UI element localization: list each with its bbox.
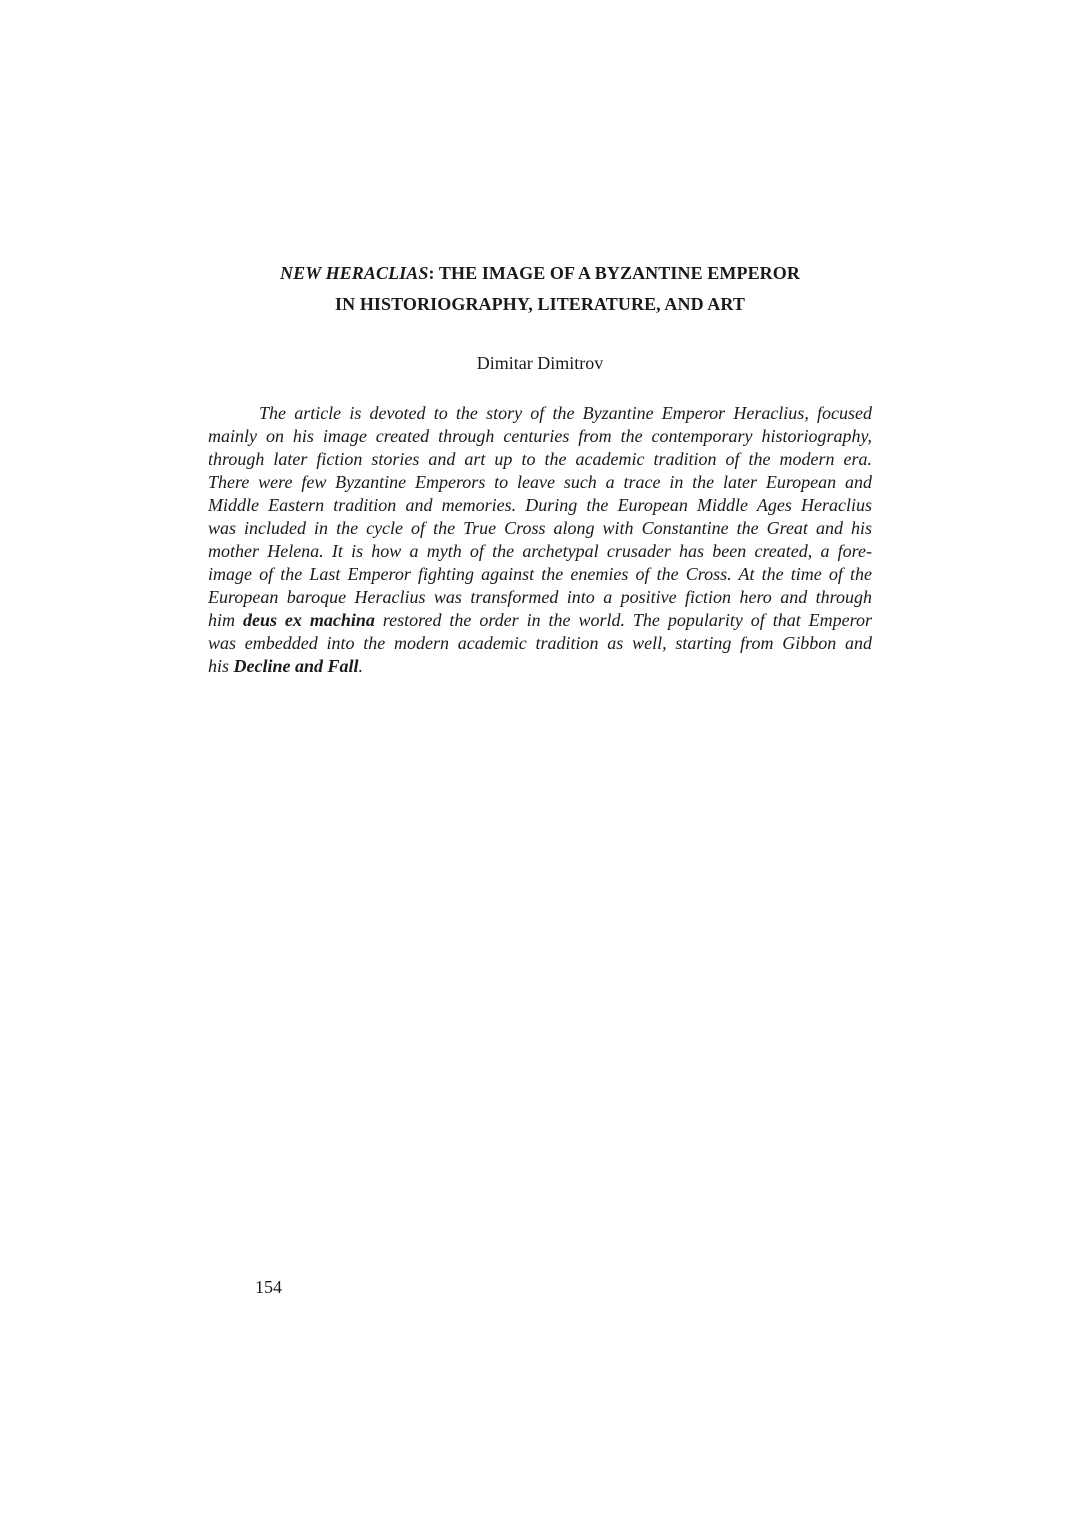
page-number: 154 [255,1277,282,1297]
abstract-line: There were few Byzantine Emperors to leave such a trace in the later European and [208,472,872,492]
abstract-line [208,655,872,678]
abstract-bold-title: Decline and Fall [233,656,359,676]
title-italic-part: NEW HERACLIAS [280,263,429,283]
abstract-line: Middle Eastern tradition and memories. During the European Middle Ages Heraclius [208,495,872,515]
abstract-line: through later fiction stories and art up to the academic tradition of the modern era. [208,449,872,469]
article-title [0,258,1080,320]
author-name: Dimitar Dimitrov [476,353,604,373]
abstract-text: restored the order in the world. The popularity of that Emperor [374,610,873,630]
abstract-line: was embedded into the modern academic tradition as well, starting from Gibbon and [208,633,872,653]
abstract-line: image of the Last Emperor fighting against the enemies of the Cross. At the time of the [208,564,872,584]
abstract-line: mainly on his image created through centuries from the contemporary historiography, [208,426,872,446]
abstract-bold-term: deus ex machina [242,610,375,630]
abstract-line: mother Helena. It is how a myth of the archetypal crusader has been created, a fore- [208,541,872,561]
title-line-1-rest: : THE IMAGE OF A BYZANTINE EMPEROR [428,263,800,283]
abstract-text: . [358,656,364,676]
title-line-1 [0,258,1080,289]
abstract-line: The article is devoted to the story of the Byzantine Emperor Heraclius, focused [259,403,872,423]
abstract-line: was included in the cycle of the True Cross along with Constantine the Great and his [208,518,872,538]
abstract-line: European baroque Heraclius was transformed into a positive fiction hero and through [208,587,872,607]
abstract-text: him [208,610,243,630]
abstract [208,402,872,678]
title-line-2: IN HISTORIOGRAPHY, LITERATURE, AND ART [335,294,745,314]
abstract-text: his [208,656,234,676]
abstract-line [208,609,872,632]
